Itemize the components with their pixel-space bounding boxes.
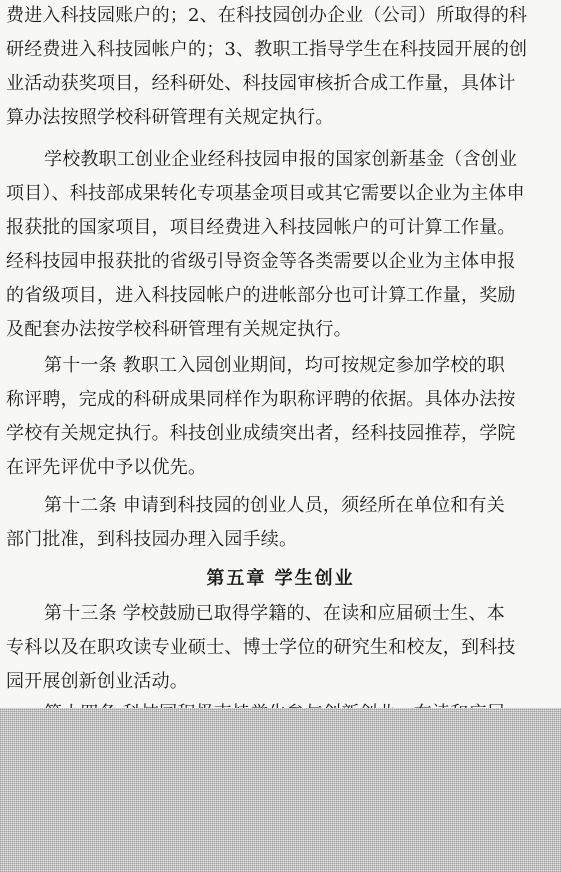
paragraph-line: 学校有关规定执行。科技创业成绩突出者，经科技园推荐，学院	[6, 423, 516, 444]
paragraph-line: 及配套办法按学校科研管理有关规定执行。	[6, 319, 352, 340]
paragraph-line: 在评先评优中予以优先。	[6, 457, 207, 478]
paragraph-line: 报获批的国家项目，项目经费进入科技园帐户的可计算工作量。	[6, 217, 516, 238]
paragraph-line: 部门批准，到科技园办理入园手续。	[6, 529, 298, 550]
article-11-line: 第十一条 教职工入园创业期间，均可按规定参加学校的职	[44, 355, 505, 376]
paragraph-line: 费进入科技园账户的；2、在科技园创办企业（公司）所取得的科	[6, 5, 528, 26]
paragraph-line: 研经费进入科技园帐户的；3、教职工指导学生在科技园开展的创	[6, 39, 528, 60]
paragraph-line: 的省级项目，进入科技园帐户的进帐部分也可计算工作量，奖励	[6, 285, 516, 306]
paragraph-line: 园开展创新创业活动。	[6, 671, 188, 692]
paragraph-line: 业活动获奖项目，经科研处、科技园审核折合成工作量，具体计	[6, 73, 516, 94]
paragraph-line: 专科以及在职攻读专业硕士、博士学位的研究生和校友，到科技	[6, 637, 516, 658]
paragraph-line: 经科技园申报获批的省级引导资金等各类需要以企业为主体申报	[6, 251, 516, 272]
article-13-line: 第十三条 学校鼓励已取得学籍的、在读和应届硕士生、本	[44, 603, 505, 624]
paragraph-line: 项目）、科技部成果转化专项基金项目或其它需要以企业为主体申	[6, 183, 525, 204]
article-12-line: 第十二条 申请到科技园的创业人员，须经所在单位和有关	[44, 495, 505, 516]
paragraph-line: 称评聘，完成的科研成果同样作为职称评聘的依据。具体办法按	[6, 389, 516, 410]
paragraph-line: 学校教职工创业企业经科技园申报的国家创新基金（含创业	[44, 149, 518, 170]
chapter-heading: 第五章 学生创业	[206, 568, 355, 589]
paragraph-line: 算办法按照学校科研管理有关规定执行。	[6, 107, 334, 128]
truncated-area-overlay	[0, 708, 561, 872]
